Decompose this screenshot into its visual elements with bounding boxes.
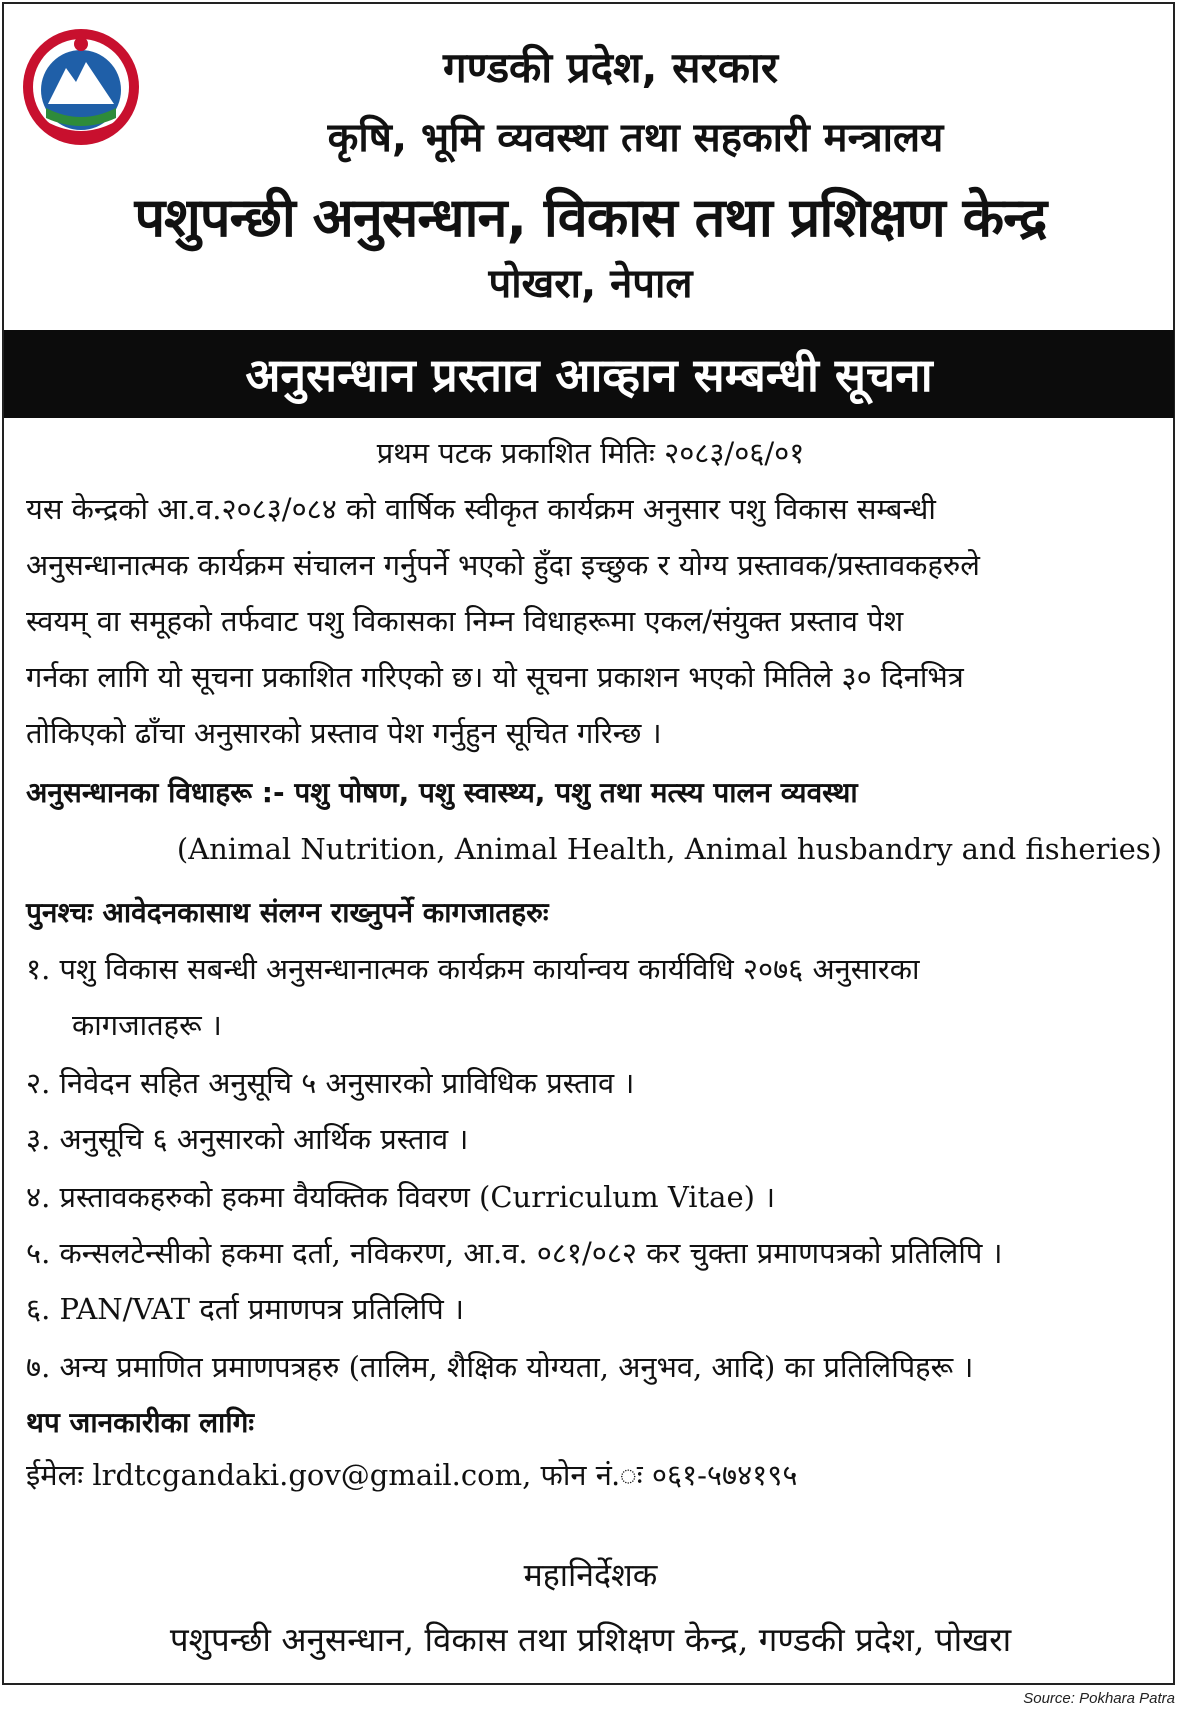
document-item: १. पशु विकास सबन्धी अनुसन्धानात्मक कार्यक्रम कार्यान्वय कार्यविधि २०७६ अनुसारका [26,952,920,986]
body-line: यस केन्द्रको आ.व.२०८३/०८४ को वार्षिक स्वीकृत कार्यक्रम अनुसार पशु विकास सम्बन्धी [26,492,936,526]
research-areas-label: अनुसन्धानका विधाहरू :- पशु पोषण, पशु स्वास्थ्य, पशु तथा मत्स्य पालन व्यवस्था [26,776,858,809]
header-location: पोखरा, नेपाल [488,261,693,307]
document-item: कागजातहरू । [72,1008,222,1042]
document-item: २. निवेदन सहित अनुसूचि ५ अनुसारको प्राविधिक प्रस्ताव । [26,1066,635,1100]
signature-office: पशुपन्छी अनुसन्धान, विकास तथा प्रशिक्षण केन्द्र, गण्डकी प्रदेश, पोखरा [169,1620,1012,1659]
document-item: ७. अन्य प्रमाणित प्रमाणपत्रहरु (तालिम, शैक्षिक योग्यता, अनुभव, आदि) का प्रतिलिपिहरू । [26,1350,974,1384]
notice-title: अनुसन्धान प्रस्ताव आव्हान सम्बन्धी सूचना [245,348,933,402]
header-ministry: कृषि, भूमि व्यवस्था तथा सहकारी मन्त्रालय [327,115,944,161]
document-item: ४. प्रस्तावकहरुको हकमा वैयक्तिक विवरण (Curriculum Vitae) । [26,1180,776,1214]
body-line: अनुसन्धानात्मक कार्यक्रम संचालन गर्नुपर्ने भएको हुँदा इच्छुक र योग्य प्रस्तावक/प्रस्तावकहरुले [26,548,980,582]
header-center-name: पशुपन्छी अनुसन्धान, विकास तथा प्रशिक्षण केन्द्र [134,186,1047,249]
document-item: ५. कन्सलटेन्सीको हकमा दर्ता, नविकरण, आ.व. ०८१/०८२ कर चुक्ता प्रमाणपत्रको प्रतिलिपि । [26,1236,1003,1270]
document-item: ३. अनुसूचि ६ अनुसारको आर्थिक प्रस्ताव । [26,1122,469,1156]
body-line: गर्नका लागि यो सूचना प्रकाशित गरिएको छ। यो सूचना प्रकाशन भएको मितिले ३० दिनभित्र [26,660,964,694]
contact-line: ईमेलः lrdtcgandaki.gov@gmail.com, फोन नं.ः ०६१-५७४१९५ [26,1458,798,1492]
published-date: प्रथम पटक प्रकाशित मितिः २०८३/०६/०१ [376,436,805,470]
body-line: स्वयम् वा समूहको तर्फवाट पशु विकासका निम्न विधाहरूमा एकल/संयुक्त प्रस्ताव पेश [26,604,904,638]
source-credit: Source: Pokhara Patra [1023,1690,1175,1707]
notice-title-banner [4,330,1174,418]
contact-heading: थप जानकारीका लागिः [26,1406,254,1439]
header-government: गण्डकी प्रदेश, सरकार [442,43,779,92]
document-item: ६. PAN/VAT दर्ता प्रमाणपत्र प्रतिलिपि । [26,1292,464,1326]
documents-heading: पुनश्चः आवेदनकासाथ संलग्न राख्नुपर्ने कागजातहरुः [26,896,549,929]
signature-title: महानिर्देशक [523,1556,658,1594]
body-line: तोकिएको ढाँचा अनुसारको प्रस्ताव पेश गर्नुहुन सूचित गरिन्छ । [26,716,662,750]
research-areas-english: (Animal Nutrition, Animal Health, Animal husbandry and fisheries) [176,832,1162,866]
